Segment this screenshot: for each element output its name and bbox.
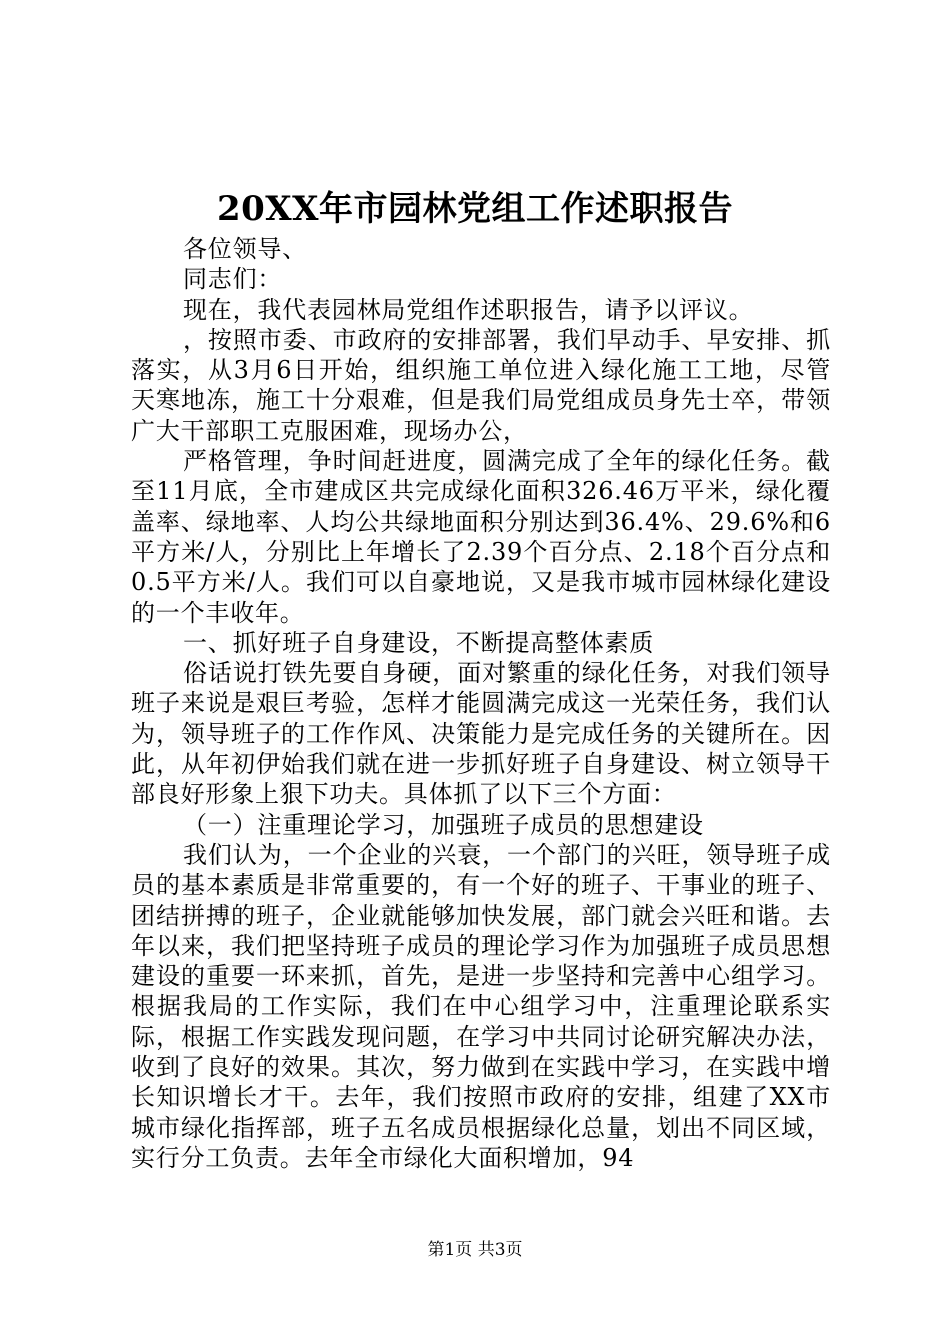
paragraph-results: 严格管理，争时间赶进度，圆满完成了全年的绿化任务。截至11月底，全市建成区共完成绿化面积326.46万平米，绿化覆盖率、绿地率、人均公共绿地面积分别达到36.4%、29.6%和6平方米/人，分别比上年增长了2.39个百分点、2.18个百分点和0.5平方米/人。我们可以自豪地说，又是我市城市园林绿化建设的一个丰收年。 — [131, 447, 831, 627]
section-heading-1: 一、抓好班子自身建设，不断提高整体素质 — [183, 628, 655, 657]
paragraph-arrangement: ，按照市委、市政府的安排部署，我们早动手、早安排、抓落实，从3月6日开始，组织施工单位进入绿化施工工地，尽管天寒地冻，施工十分艰难，但是我们局党组成员身先士卒，带领广大干部职工克服困难，现场办公， — [131, 325, 831, 445]
salutation-line-2: 同志们： — [183, 265, 283, 294]
document-body — [131, 234, 831, 1173]
paragraph-team-building: 俗话说打铁先要自身硬，面对繁重的绿化任务，对我们领导班子来说是艰巨考验，怎样才能圆满完成这一光荣任务，我们认为，领导班子的工作作风、决策能力是完成任务的关键所在。因此，从年初伊始我们就在进一步抓好班子自身建设、树立领导干部良好形象上狠下功夫。具体抓了以下三个方面： — [131, 659, 831, 809]
document-title: 20XX年市园林党组工作述职报告 — [216, 189, 734, 229]
salutation-line-1: 各位领导、 — [183, 235, 307, 263]
subsection-heading-1: （一）注重理论学习，加强班子成员的思想建设 — [183, 810, 704, 839]
page-footer: 第1页 共3页 — [427, 1240, 523, 1260]
paragraph-intro: 现在，我代表园林局党组作述职报告，请予以评议。 — [183, 295, 754, 324]
paragraph-theory-study: 我们认为，一个企业的兴衰，一个部门的兴旺，领导班子成员的基本素质是非常重要的，有一个好的班子、干事业的班子、团结拼搏的班子，企业就能够加快发展，部门就会兴旺和谐。去年以来，我们把坚持班子成员的理论学习作为加强班子成员思想建设的重要一环来抓，首先，是进一步坚持和完善中心组学习。根据我局的工作实际，我们在中心组学习中，注重理论联系实际，根据工作实践发现问题，在学习中共同讨论研究解决办法，收到了良好的效果。其次，努力做到在实践中学习，在实践中增长知识增长才干。去年，我们按照市政府的安排，组建了XX市城市绿化指挥部，班子五名成员根据绿化总量，划出不同区域，实行分工负责。去年全市绿化大面积增加，94 — [131, 840, 831, 1172]
